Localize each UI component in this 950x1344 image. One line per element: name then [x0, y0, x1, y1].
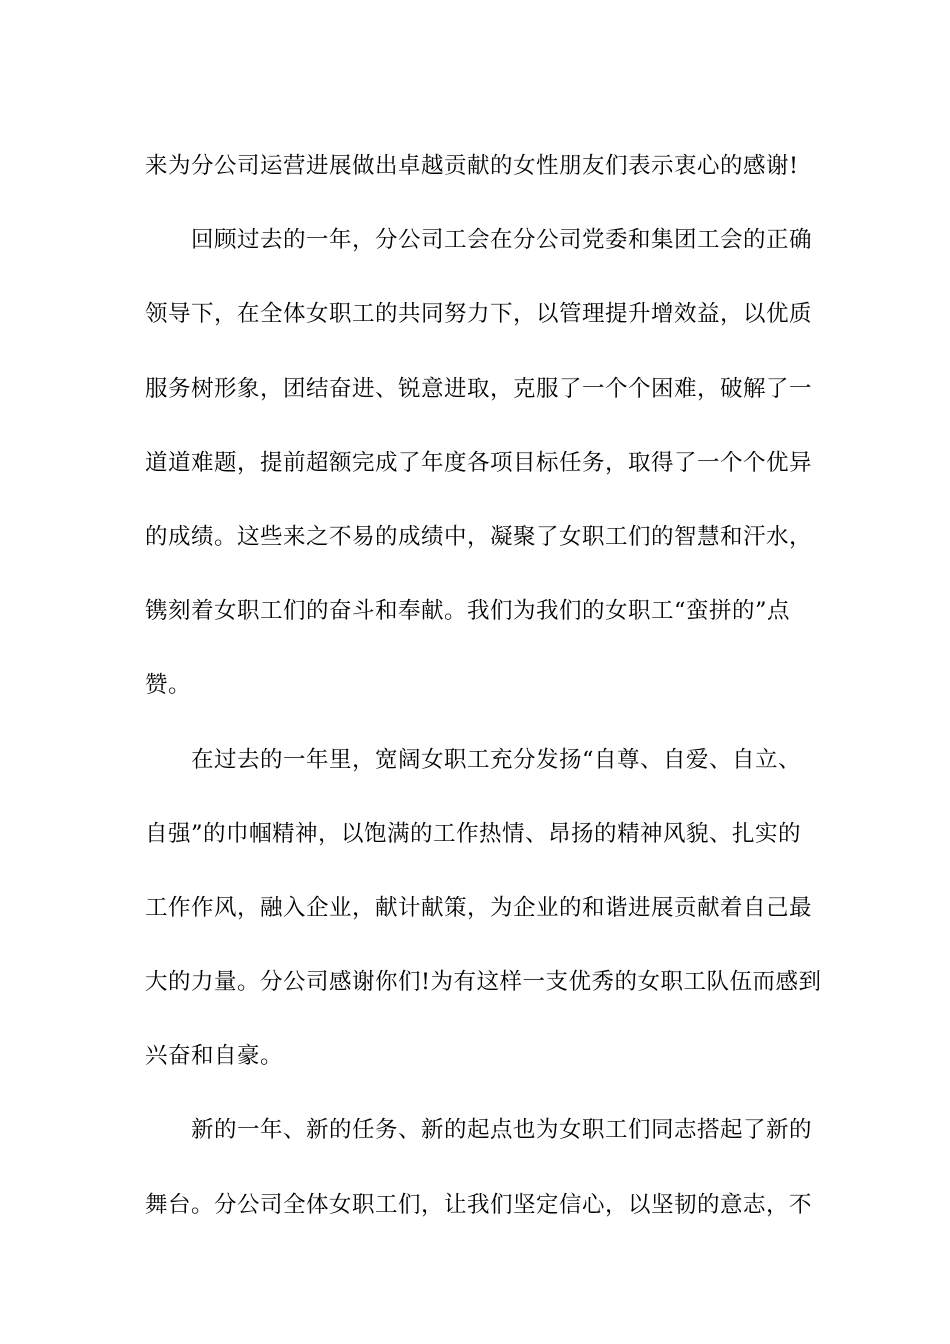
- paragraph-first-line: 回顾过去的一年，分公司工会在分公司党委和集团工会的正确: [191, 227, 813, 254]
- text-line: 镌刻着女职工们的奋斗和奉献。我们为我们的女职工“蛮拼的”点: [145, 598, 791, 625]
- text-line: 工作作风，融入企业，献计献策，为企业的和谐进展贡献着自己最: [145, 894, 813, 921]
- text-line: 赞。: [145, 672, 192, 699]
- paragraph-first-line: 新的一年、新的任务、新的起点也为女职工们同志搭起了新的: [191, 1117, 813, 1144]
- text-line: 舞台。分公司全体女职工们，让我们坚定信心，以坚韧的意志，不: [145, 1191, 813, 1218]
- paragraph-first-line: 在过去的一年里，宽阔女职工充分发扬“自尊、自爱、自立、: [191, 746, 802, 773]
- text-line: 来为分公司运营进展做出卓越贡献的女性朋友们表示衷心的感谢!: [145, 153, 799, 179]
- text-line: 领导下，在全体女职工的共同努力下，以管理提升增效益，以优质: [145, 301, 813, 328]
- text-line: 的成绩。这些来之不易的成绩中，凝聚了女职工们的智慧和汗水，: [145, 523, 813, 550]
- text-line: 道道难题，提前超额完成了年度各项目标任务，取得了一个个优异: [145, 449, 813, 476]
- text-line: 兴奋和自豪。: [145, 1043, 284, 1070]
- text-line: 自强”的巾帼精神，以饱满的工作热情、昂扬的精神风貌、扎实的: [145, 820, 802, 847]
- document-body: [145, 129, 822, 1242]
- text-line: 服务树形象，团结奋进、锐意进取，克服了一个个困难，破解了一: [145, 375, 813, 402]
- text-line: 大的力量。分公司感谢你们!为有这样一支优秀的女职工队伍而感到: [145, 969, 822, 996]
